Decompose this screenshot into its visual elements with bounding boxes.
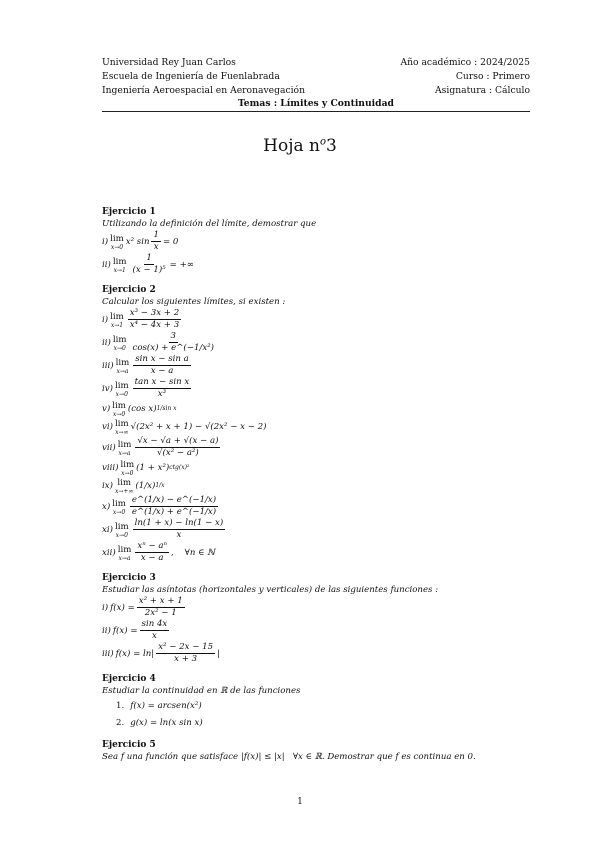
exercise-prompt: Sea f una función que satisface |f(x)| ≤ |x| ∀x ∈ ℝ. Demostrar que f es continua en 0.: [102, 752, 476, 762]
exercise-item: x) lim x→0 $\frac{e\^{}(1/x) - e\^{}(-1/x)}{e\^{}(1/x) + e\^{}(-1/x)}$: [102, 495, 217, 517]
exercise-item: ii) lim x→0 $\frac{3}{\text{cos(x) + e\textasciicircum{}(−1/x²)}}$: [102, 331, 214, 353]
exercise-item: iii) f(x) = ln| $\frac{\text{x² − 2x − 15}}{x + 3}$ |: [102, 642, 220, 664]
exercise-prompt: Utilizando la definición del límite, demostrar que: [102, 219, 317, 229]
exercise-heading: Ejercicio 4: [102, 674, 156, 684]
exercise-item: i) lim x→0 x² sin $\frac{1}{x}$ = 0: [102, 230, 179, 252]
exercise-1: [102, 206, 530, 276]
exercise-item: xii) lim x→a $\frac{\text{xⁿ − aⁿ}}{x - a}$ , ∀n ∈ ℕ: [102, 541, 216, 563]
sheet-title: Hoja $n^o3$: [263, 136, 337, 156]
exercise-item: i) f(x) = $\frac{\text{x² + x + 1}}{\text{2x² − 1}}$: [102, 596, 183, 618]
exercise-heading: Ejercicio 1: [102, 207, 156, 217]
exercise-item: ii) f(x) = $\frac{\sin 4x}{x}$: [102, 619, 168, 641]
exercise-item: vi) lim x→∞ √(2x² + x + 1) − √(2x² − x − 2): [102, 419, 267, 436]
exercise-prompt: Estudiar la continuidad en ℝ de las funciones: [102, 686, 301, 696]
exercise-item: 1. f(x) = arcsen(x²): [116, 700, 202, 711]
degree-name: Ingeniería Aeroespacial en Aeronavegación: [102, 85, 305, 96]
exercise-heading: Ejercicio 3: [102, 573, 156, 583]
exercise-item: v) lim x→0 (cos x) 1/sin x: [102, 401, 177, 418]
academic-year: Año académico : 2024/2025: [400, 57, 530, 68]
subject: Asignatura : Cálculo: [435, 85, 530, 96]
exercise-2: [102, 284, 530, 564]
course: Curso : Primero: [455, 71, 530, 82]
page-number: 1: [297, 797, 303, 807]
exercise-item: viii) lim x→0 (1 + x²) ctg(x)²: [102, 460, 190, 477]
university-name: Universidad Rey Juan Carlos: [102, 57, 236, 68]
exercise-5: [102, 739, 530, 763]
header-rule: [102, 111, 530, 112]
school-name: Escuela de Ingeniería de Fuenlabrada: [102, 71, 280, 82]
exercise-list: [102, 206, 530, 771]
exercise-item: 2. g(x) = ln(x sin x): [116, 717, 203, 728]
exercise-item: i) lim x→1 $\frac{\text{x³ − 3x + 2}}{\text{x⁴ − 4x + 3}}$: [102, 308, 180, 330]
exercise-item: ii) lim x→1 $\frac{1}{\text{(x − 1)⁵}}$ = +∞: [102, 253, 194, 275]
exercise-heading: Ejercicio 2: [102, 285, 156, 295]
exercise-item: ix) lim x→+∞ (1/x) 1/x: [102, 478, 165, 495]
topic-line: Temas : Límites y Continuidad: [238, 98, 394, 109]
exercise-heading: Ejercicio 5: [102, 740, 156, 750]
exercise-4: [102, 673, 530, 731]
document-header: [102, 56, 530, 112]
exercise-3: [102, 572, 530, 665]
exercise-prompt: Estudiar las asíntotas (horizontales y verticales) de las siguientes funciones :: [102, 585, 439, 595]
exercise-item: xi) lim x→0 $\frac{\ln(1 + x) - \ln(1 - x)}{x}$: [102, 518, 224, 540]
exercise-prompt: Calcular los siguientes límites, si existen :: [102, 297, 286, 307]
exercise-item: vii) lim x→a $\frac{√x - √a + √(x - a)}{\text{√(x² − a²)}}$: [102, 436, 219, 458]
exercise-item: iv) lim x→0 $\frac{\text{tan x − sin x}}{\text{x³}}$: [102, 377, 190, 399]
exercise-item: iii) lim x→a $\frac{\text{sin x − sin a}}{x - a}$: [102, 354, 189, 376]
